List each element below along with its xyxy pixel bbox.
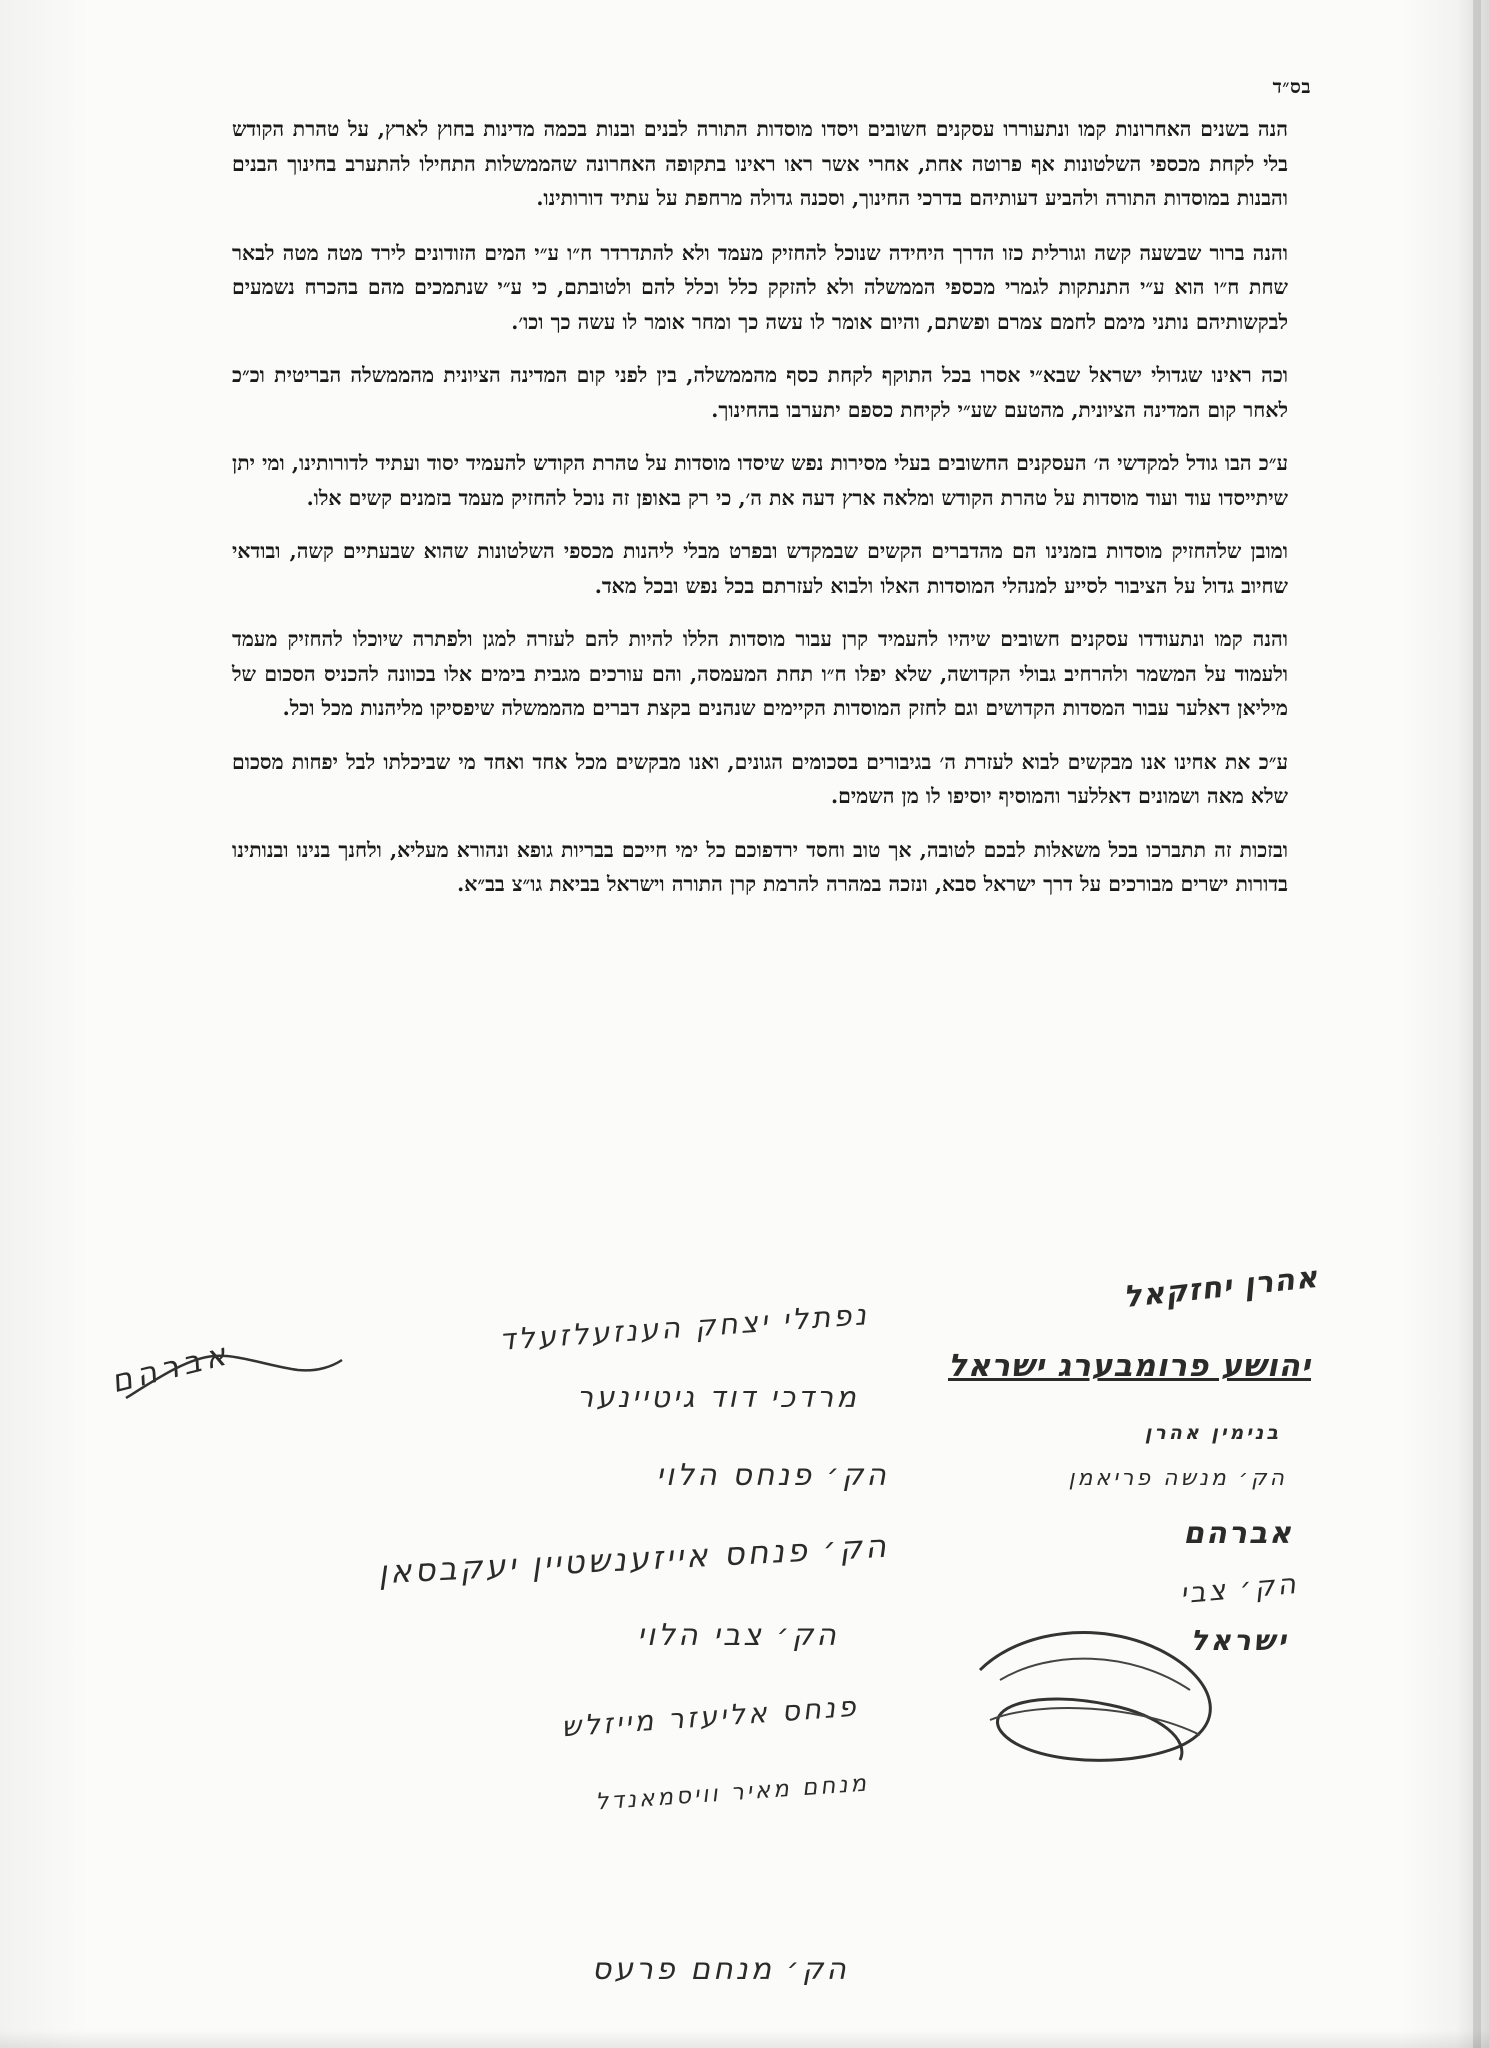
paragraph: ע״כ הבו גודל למקדשי ה׳ העסקנים החשובים בעלי מסירות נפש שיסדו מוסדות על טהרת הקודש להעמיד יסוד ועתיד לדורותינו, ומי יתן שיתייסדו עוד ועוד מוסדות על טהרת הקודש ומלאה ארץ דעה את ה׳, כי רק באופן זה נוכל להחזיק מעמד בזמנים קשים אלו. — [232, 451, 1288, 510]
paragraph: הנה בשנים האחרונות קמו ונתעוררו עסקנים חשובים ויסדו מוסדות התורה לבנים ובנות בכמה מדינות בחוץ לארץ, על טהרת הקודש בלי לקחת מכספי השלטונות אף פרוטה אחת, אחרי אשר ראו ראינו בתקופה האחרונה שהממשלות התחילו להתערב בחינוך הבנים והבנות במוסדות התורה ולהביע דעותיהם בדרכי החינוך, וסכנה גדולה מרחפת על עתיד דורותינו. — [232, 117, 1288, 210]
signature-left-2: מרדכי דוד גיטיינער — [576, 1380, 859, 1414]
scan-edge-bottom — [0, 2030, 1489, 2048]
paragraph: ומובן שלהחזיק מוסדות בזמנינו הם מהדברים הקשים שבמקדש ובפרט מבלי ליהנות מכספי השלטונות שהוא שבעתיים קשה, ובודאי שחיוב גדול על הציבור לסייע למנהלי המוסדות האלו ולבוא לעזרתם בכל נפש ובכל מאד. — [232, 539, 1288, 598]
signature-right-4: הק׳ מנשה פריאמן — [1068, 1466, 1287, 1491]
document-header: בס״ד — [1272, 76, 1311, 98]
signature-right-2: יהושע פרומבערג ישראל — [947, 1348, 1311, 1384]
signature-left-5: הק׳ צבי הלוי — [637, 1618, 839, 1653]
signature-right-6: הק׳ צבי — [1179, 1566, 1301, 1611]
letter-body — [232, 112, 1288, 921]
paragraph: והנה קמו ונתעודדו עסקנים חשובים שיהיו להעמיד קרן עבור מוסדות הללו להיות להם לעזרה למגן ולפתרה שיוכלו להחזיק מעמד ולעמוד על המשמר ולהרחיב גבולי הקדושה, שלא יפלו ח״ו תחת המעמסה, והם עורכים מגבית בימים אלו בכוונה להכניס הסכום של מיליאן דאלער עבור המסדות הקדושים וגם לחזק המוסדות הקיימים שנהנים בקצת דברים מהממשלה שיפסיקו מליהנות מכל וכל. — [232, 627, 1288, 720]
signature-far-left-stroke — [118, 1338, 348, 1418]
signature-right-7: ישראל — [1190, 1624, 1289, 1657]
signature-right-1: אהרן יחזקאל — [1121, 1259, 1321, 1316]
signature-right-3: בנימין אהרן — [1144, 1422, 1281, 1444]
signature-left-3: הק׳ פנחס הלוי — [656, 1458, 889, 1493]
signature-left-8: הק׳ מנחם פרעס — [591, 1952, 849, 1987]
signature-left-6: פנחס אליעזר מייזלש — [560, 1689, 860, 1744]
paragraph: ע״כ את אחינו אנו מבקשים לבוא לעזרת ה׳ בגיבורים בסכומים הגונים, ואנו מבקשים מכל אחד ואחד מי שביכלתו לבל יפחות מסכום שלא מאה ושמונים דאללער והמוסיף יוסיפו לו מן השמים. — [232, 749, 1288, 808]
signature-left-7: מנחם מאיר וויסמאנדל — [594, 1770, 870, 1816]
paragraph: והנה ברור שבשעה קשה וגורלית כזו הדרך היחידה שנוכל להחזיק מעמד ולא להתדרדר ח״ו ע״י המים הזודונים לירד מטה מטה לבאר שחת ח״ו הוא ע״י התנתקות לגמרי מכספי הממשלה ולא להזקק כלל וכלל להם ולטובתם, כי ע״י שנתמכים מהם בהכרח נשמעים לבקשותיהם נותני מימם לחמם צמרם ופשתם, והיום אומר לו עשה כך ומחר אומר לו עשה כך וכו׳. — [232, 240, 1288, 334]
signature-far-left: אברהם — [107, 1335, 235, 1401]
signatures-area — [0, 1240, 1489, 2020]
paragraph: וכה ראינו שגדולי ישראל שבא״י אסרו בכל התוקף לקחת כסף מהממשלה, בין לפני קום המדינה הציונית מהממשלה הבריטית וכ״כ לאחר קום המדינה הציונית, מהטעם שע״י לקיחת כספם יתערבו בהחינוך. — [232, 363, 1288, 422]
paragraph: ובזכות זה תתברכו בכל משאלות לבכם לטובה, אך טוב וחסד ירדפוכם כל ימי חייכם בבריות גופא ונהורא מעליא, ולחנך בנינו ובנותינו בדורות ישרים מבורכים על דרך ישראל סבא, ונזכה במהרה להרמת קרן התורה וישראל בביאת גו״צ בב״א. — [232, 837, 1288, 896]
signature-flourish — [960, 1610, 1260, 1780]
signature-left-4: הק׳ פנחס אייזענשטיין יעקבסאן — [377, 1526, 890, 1592]
signature-right-5: אברהם — [1183, 1516, 1293, 1551]
signature-left-1: נפתלי יצחק הענזעלזעלד — [497, 1297, 870, 1357]
